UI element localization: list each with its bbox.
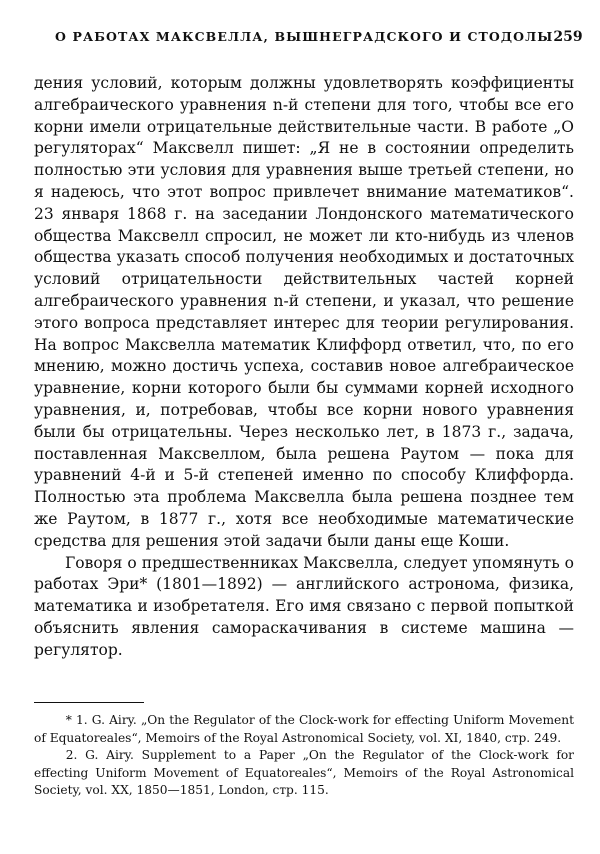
footnote-divider bbox=[34, 702, 144, 703]
paragraph-predecessors: Говоря о предшественниках Максвелла, следует упомянуть о работах Эри* (1801—1892) — английского астронома, физика, математика и изобретателя. Его имя связано с первой попыткой объяснить явления самораскачивания в системе машина — регулятор. bbox=[34, 553, 574, 659]
page-header bbox=[30, 29, 583, 45]
page-number: 259 bbox=[553, 29, 583, 45]
footnote-2: 2. G. Airy. Supplement to a Paper „On the Regulator of the Clock-work for effecting Uniform Movement of Equatoreales“, Memoirs of the Royal Astronomical Society, vol. XX, 1850—1851, London, стр. 115. bbox=[34, 748, 574, 797]
footnote-1: * 1. G. Airy. „On the Regulator of the Clock-work for effecting Uniform Movement of Equatoreales“, Memoirs of the Royal Astronomical Society, vol. XI, 1840, стр. 249. bbox=[34, 713, 574, 745]
paragraph-continuation: дения условий, которым должны удовлетворять коэффициенты алгебраического уравнения n-й степени для того, чтобы все его корни имели отрицательные действительные части. В работе „О регуляторах“ Максвелл пишет: „Я не в состоянии определить полностью эти условия для уравнения выше третьей степени, но я надеюсь, что этот вопрос привлечет внимание математиков“. 23 января 1868 г. на заседании Лондонского математического общества Максвелл спросил, не может ли кто-нибудь из членов общества указать способ получения необходимых и достаточных условий отрицательности действительных частей корней алгебраического уравнения n-й степени, и указал, что решение этого вопроса представляет интерес для теории регулирования. На вопрос Максвелла математик Клиффорд ответил, что, по его мнению, можно достичь успеха, составив новое алгебраическое уравнение, корни которого были бы суммами корней исходного уравнения, и, потребовав, чтобы все корни нового уравнения были бы отрицательны. Через несколько лет, в 1873 г., задача, поставленная Максвеллом, была решена Раутом — пока для уравнений 4-й и 5-й степеней именно по способу Клиффорда. Полностью эта проблема Максвелла была решена позднее тем же Раутом, в 1877 г., хотя все необходимые математические средства для решения этой задачи были даны еще Коши. bbox=[34, 74, 574, 550]
footnotes bbox=[34, 712, 574, 800]
running-head: О РАБОТАХ МАКСВЕЛЛА, ВЫШНЕГРАДСКОГО И СТОДОЛЫ bbox=[55, 29, 554, 44]
main-text bbox=[34, 73, 574, 662]
